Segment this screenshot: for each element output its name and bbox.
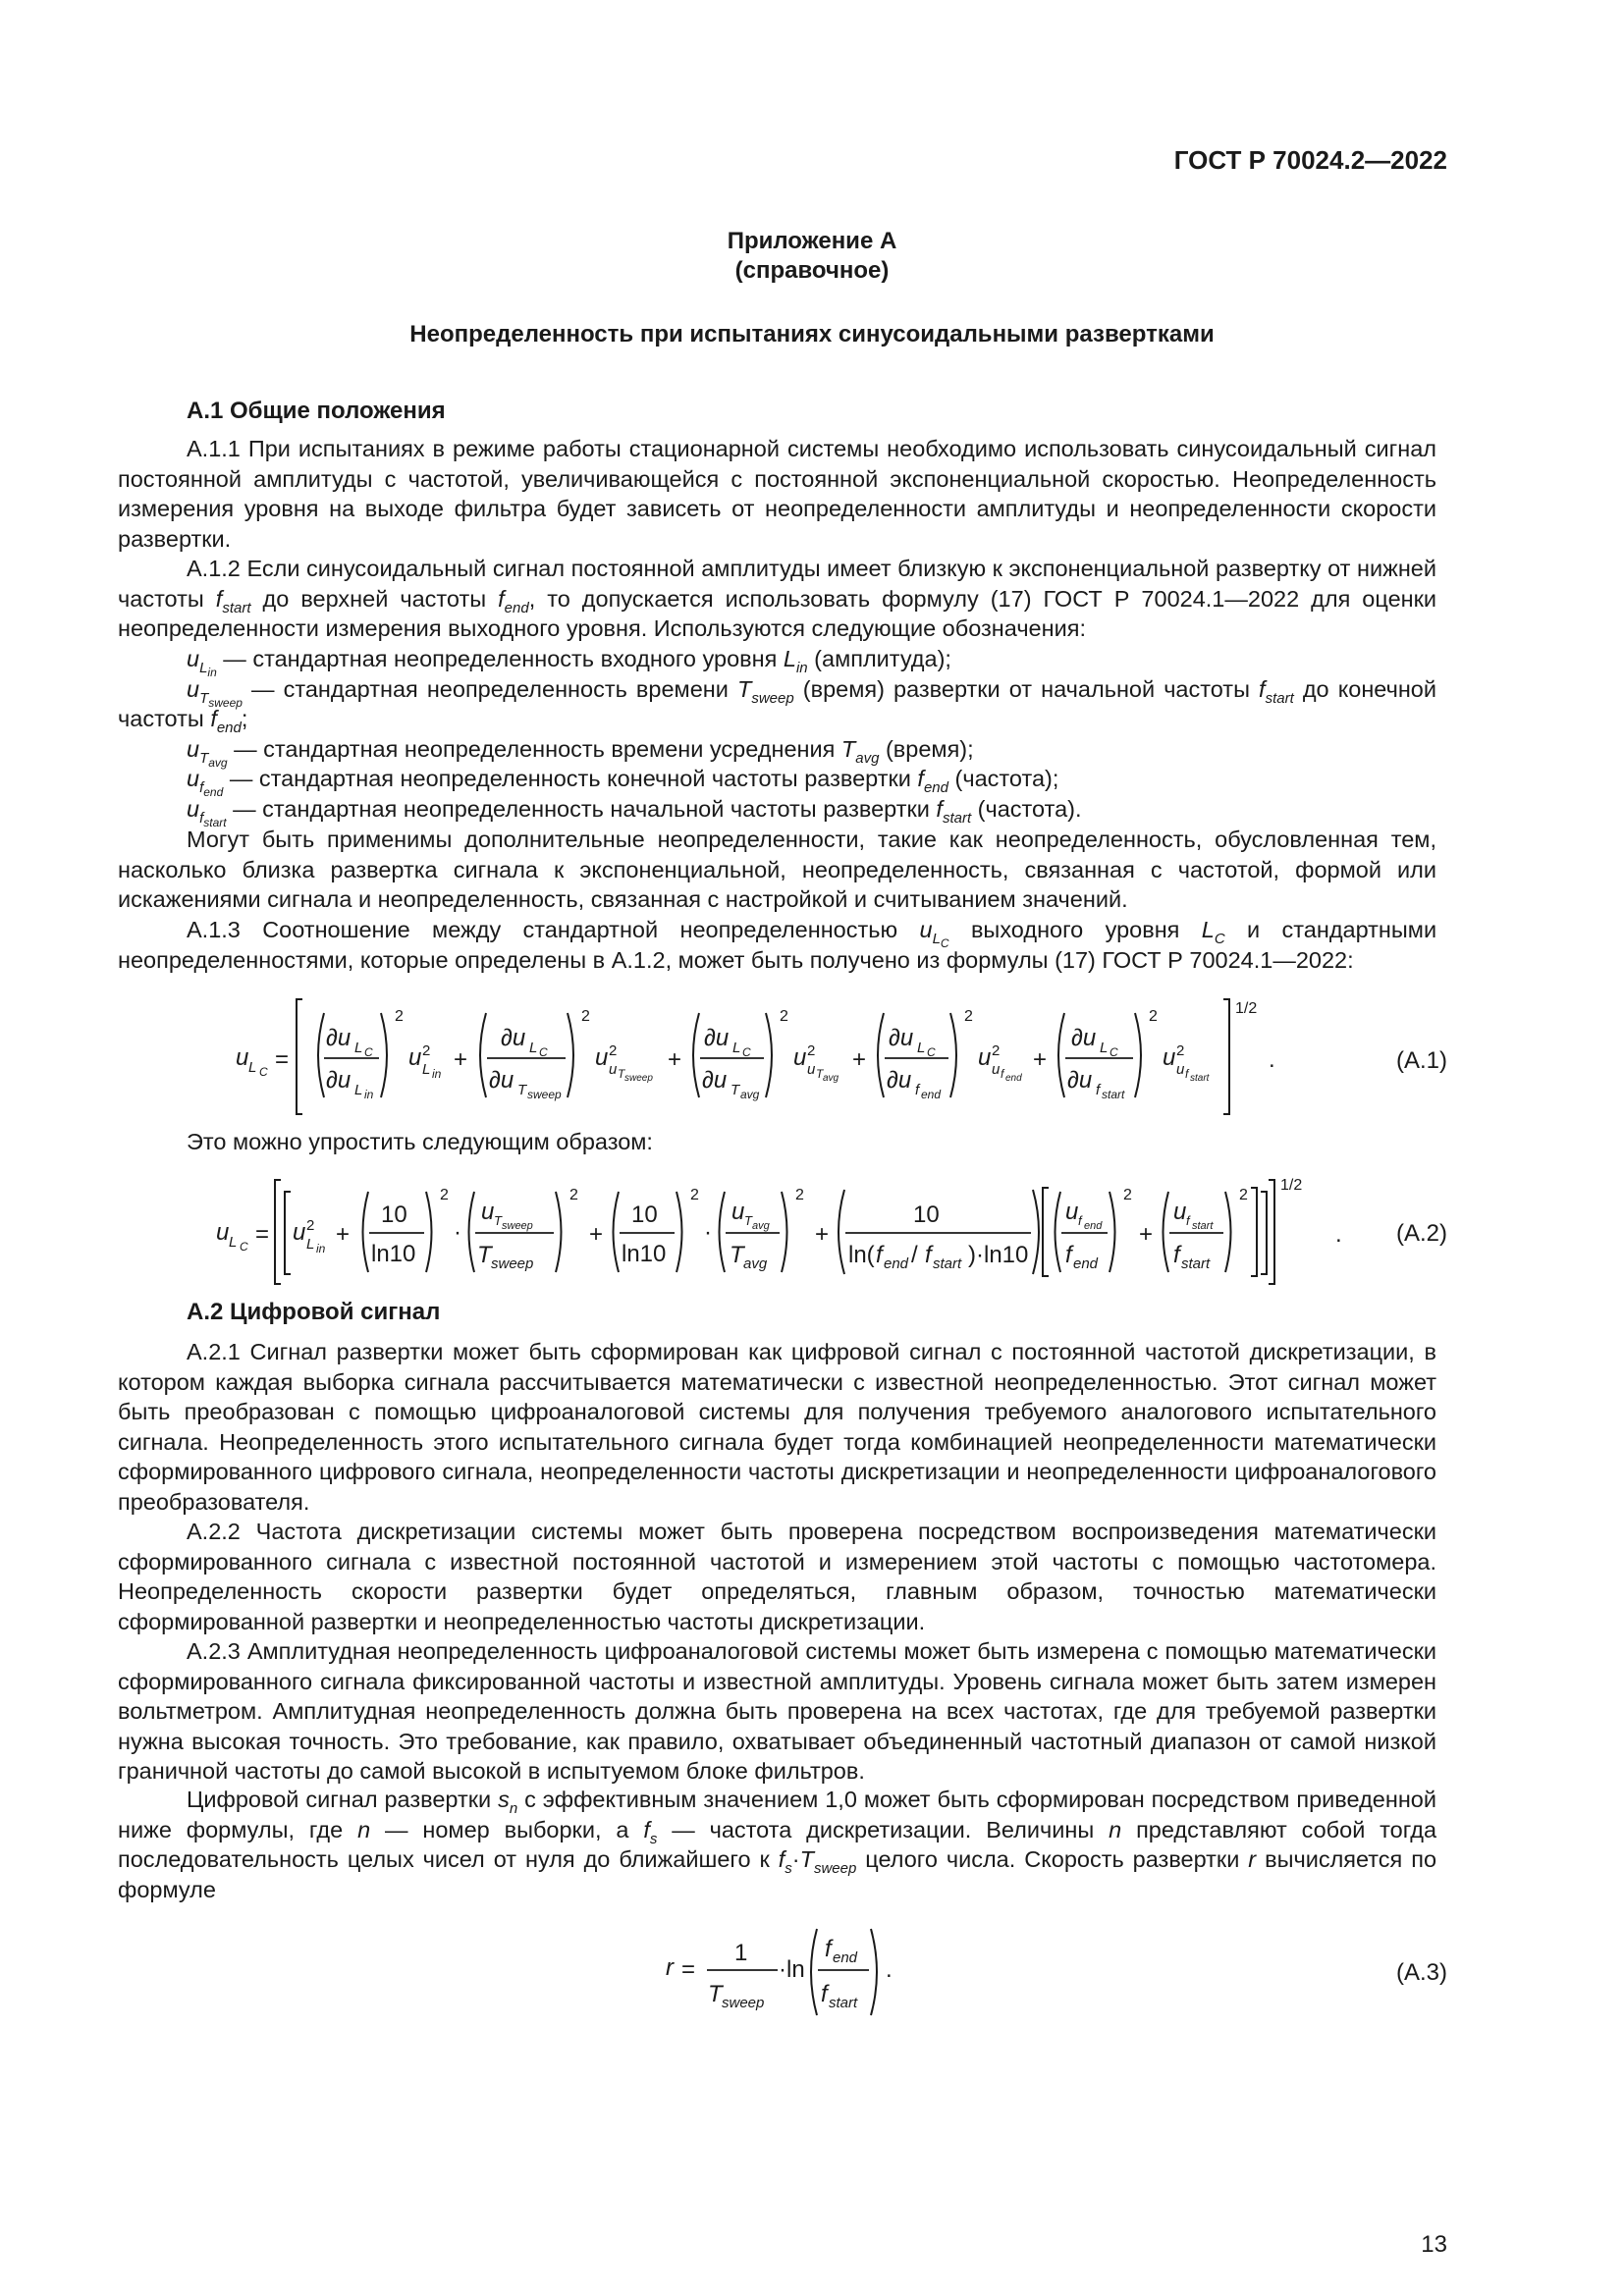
svg-text:2: 2: [422, 1042, 431, 1059]
svg-text:u: u: [408, 1044, 422, 1071]
svg-text:·ln: ·ln: [779, 1956, 805, 1983]
svg-text:sweep: sweep: [491, 1255, 534, 1272]
svg-text:end: end: [1005, 1073, 1022, 1084]
svg-text:1: 1: [734, 1940, 748, 1966]
svg-text:end: end: [1073, 1255, 1099, 1272]
svg-text:T: T: [816, 1067, 824, 1081]
svg-text:T: T: [744, 1213, 752, 1228]
svg-text:end: end: [884, 1255, 909, 1272]
svg-text:∂u: ∂u: [704, 1025, 730, 1051]
formula-a1: [177, 991, 1453, 1129]
formula-a3: [648, 1919, 943, 2027]
equation-label-a1: (А.1): [1395, 1047, 1447, 1074]
svg-text:u: u: [595, 1044, 609, 1071]
svg-text:+: +: [454, 1046, 468, 1073]
svg-text:C: C: [742, 1045, 751, 1059]
svg-text:T: T: [494, 1213, 502, 1228]
svg-text:2: 2: [1176, 1042, 1185, 1059]
svg-text:u: u: [1065, 1199, 1079, 1225]
legend-item-tavg: $u_{T_{avg}}$ — стандартная неопределенность времени усреднения $T_{avg}$ (время);: [187, 735, 974, 770]
legend-item-lin: $u_{L_{in}}$ — стандартная неопределенность входного уровня $L_{in}$ (амплитуда);: [187, 646, 951, 679]
svg-text:end: end: [921, 1088, 942, 1101]
svg-text:C: C: [364, 1045, 373, 1059]
svg-text:in: in: [316, 1242, 326, 1255]
svg-text:L: L: [732, 1040, 741, 1056]
legend-item-fend: $u_{f_{end}}$ — стандартная неопределенность конечной частоты развертки $f_{end}$ (частота);: [187, 766, 1059, 799]
svg-text:f: f: [821, 1981, 828, 2007]
equation-label-a2: (А.2): [1395, 1220, 1447, 1247]
svg-text:f: f: [825, 1936, 832, 1962]
svg-text:u: u: [481, 1199, 495, 1225]
svg-text:f: f: [1096, 1082, 1101, 1098]
svg-text:=: =: [275, 1046, 290, 1073]
svg-text:sweep: sweep: [527, 1088, 562, 1101]
svg-text:u: u: [793, 1044, 807, 1071]
svg-text:2: 2: [992, 1042, 1001, 1059]
svg-text:start: start: [933, 1255, 962, 1272]
svg-text:end: end: [833, 1949, 858, 1966]
svg-text:T: T: [730, 1242, 744, 1268]
svg-text:u: u: [293, 1219, 306, 1246]
svg-text:2: 2: [609, 1042, 618, 1059]
svg-text:2: 2: [780, 1008, 788, 1025]
svg-text:2: 2: [690, 1187, 699, 1203]
svg-text:u: u: [807, 1061, 816, 1078]
svg-text:+: +: [852, 1046, 867, 1073]
svg-text:in: in: [364, 1088, 374, 1101]
svg-text:+: +: [668, 1046, 682, 1073]
svg-text:sweep: sweep: [722, 1995, 765, 2011]
svg-text:start: start: [1181, 1255, 1211, 1272]
section-title-a1: А.1 Общие положения: [187, 398, 446, 424]
page-number: 13: [1421, 2231, 1447, 2258]
paragraph-a1-3: А.1.3 Соотношение между стандартной неопределенностью $u_{L_C}$ выходного уровня $L_C$ и стандартными неопределенностями, которые определены в А.1.2, может быть получено из формулы (17) ГОСТ Р 70024.1—2022:: [118, 917, 1437, 973]
svg-text:C: C: [927, 1045, 936, 1059]
svg-text:+: +: [336, 1221, 351, 1248]
svg-text:2: 2: [964, 1008, 973, 1025]
svg-text:f: f: [1185, 1067, 1189, 1081]
paragraph-a2-2: А.2.2 Частота дискретизации системы может быть проверена посредством воспроизведения математически сформированного сигнала с известной постоянной частотой и измерением этой частоты с помощью частотомера. Неопределенность скорости развертки будет определяться, главным образом, точностью математически сформированной развертки и неопределенностью частоты дискретизации.: [118, 1519, 1436, 1634]
svg-text:ln(: ln(: [848, 1242, 875, 1268]
svg-text:u: u: [1176, 1061, 1185, 1078]
svg-text:u: u: [731, 1199, 745, 1225]
legend-item-tsweep: $u_{T_{sweep}}$ — стандартная неопределенность времени $T_{sweep}$ (время) развертки от начальной частоты $f_{start}$ до конечной частоты $f_{end}$;: [118, 675, 1436, 736]
svg-text:10: 10: [913, 1201, 940, 1228]
svg-text:=: =: [681, 1956, 696, 1983]
svg-text:1/2: 1/2: [1235, 1000, 1258, 1017]
svg-text:2: 2: [581, 1008, 590, 1025]
svg-text:2: 2: [1123, 1187, 1132, 1203]
paragraph-a2-3: А.2.3 Амплитудная неопределенность цифроаналоговой системы может быть измерена с помощью математически сформированного сигнала фиксированной частоты и известной амплитуды. Уровень сигнала может быть затем измерен вольтметром. Амплитудная неопределенность должна быть проверена на всех частотах, где для требуемой развертки нужна высокая точность. Это требование, как правило, охватывает объединенный частотный диапазон от самой низкой граничной частоты до самой высокой в испытуемом блоке фильтров.: [118, 1638, 1436, 1784]
appendix-title: Приложение А: [727, 228, 897, 254]
svg-text:·: ·: [704, 1219, 712, 1246]
paragraph-a1-2: А.1.2 Если синусоидальный сигнал постоянной амплитуды имеет близкую к экспоненциальной развертку от нижней частоты $f_{start}$ до верхней частоты $f_{end}$, то допускается использовать формулу (17) ГОСТ Р 70024.1—2022 для оценки неопределенности измерения выходного уровня. Используются следующие обозначения:: [118, 556, 1437, 641]
symbol-legend: [118, 644, 1436, 829]
paragraph-a2-1: А.2.1 Сигнал развертки может быть сформирован как цифровой сигнал с постоянной частотой дискретизации, в котором каждая выборка сигнала рассчитывается математически с известной неопределенностью. Этот сигнал может быть преобразован с помощью цифроаналоговой системы для получения требуемого аналогового испытательного сигнала. Неопределенность этого испытательного сигнала будет тогда комбинацией неопределенности математически сформированного цифрового сигнала, неопределенности частоты дискретизации и неопределенности цифроаналогового преобразователя.: [118, 1339, 1436, 1515]
svg-text:L: L: [354, 1040, 363, 1056]
svg-text:L: L: [422, 1061, 431, 1078]
svg-text:u: u: [978, 1044, 992, 1071]
svg-text:ln10: ln10: [371, 1241, 416, 1267]
svg-text:∂u: ∂u: [326, 1067, 352, 1094]
svg-text:2: 2: [440, 1187, 449, 1203]
svg-text:∂u: ∂u: [889, 1025, 914, 1051]
appendix-heading: Неопределенность при испытаниях синусоидальными развертками: [409, 321, 1215, 347]
svg-text:u: u: [1173, 1199, 1187, 1225]
svg-text:T: T: [618, 1067, 625, 1081]
appendix-subtitle: (справочное): [734, 257, 890, 284]
svg-text:10: 10: [631, 1201, 658, 1228]
svg-text:sweep: sweep: [624, 1073, 653, 1084]
svg-text:f: f: [1173, 1242, 1180, 1268]
formula-a2: [177, 1168, 1453, 1296]
svg-text:+: +: [1139, 1221, 1154, 1248]
svg-text:f: f: [915, 1082, 920, 1098]
svg-text:start: start: [1192, 1220, 1214, 1232]
svg-text:end: end: [1084, 1220, 1103, 1232]
svg-text:=: =: [255, 1221, 270, 1248]
paragraph-a1-1: А.1.1 При испытаниях в режиме работы стационарной системы необходимо использовать синусоидальный сигнал постоянной амплитуды с частотой, увеличивающейся с постоянной экспоненциальной скоростью. Неопределенность измерения уровня на выходе фильтра будет зависеть от неопределенности амплитуды и неопределенности скорости развертки.: [118, 436, 1436, 552]
svg-text:L: L: [248, 1059, 257, 1076]
svg-text:f: f: [925, 1242, 932, 1268]
svg-text:start: start: [1190, 1073, 1210, 1084]
svg-text:L: L: [306, 1236, 315, 1253]
svg-text:∂u: ∂u: [326, 1025, 352, 1051]
svg-text:∂u: ∂u: [501, 1025, 526, 1051]
svg-text:C: C: [240, 1240, 248, 1254]
svg-text:.: .: [886, 1956, 893, 1983]
svg-text:u: u: [609, 1061, 618, 1078]
svg-text:avg: avg: [752, 1220, 770, 1232]
legend-item-fstart: $u_{f_{start}}$ — стандартная неопределенность начальной частоты развертки $f_{start}$ (частота).: [187, 795, 1082, 829]
svg-text:u: u: [1163, 1044, 1176, 1071]
svg-text:2: 2: [569, 1187, 578, 1203]
paragraph-digital-signal: Цифровой сигнал развертки $s_n$ с эффективным значением 1,0 может быть сформирован посредством приведенной ниже формулы, где n — номер выборки, а $f_s$ — частота дискретизации. Величины n представляют собой тогда последовательность целых чисел от нуля до ближайшего к $f_s\cdot T_{sweep}$ целого числа. Скорость развертки r вычисляется по формуле: [118, 1787, 1437, 1902]
svg-text:T: T: [477, 1242, 492, 1268]
svg-text:u: u: [216, 1219, 230, 1246]
svg-text:∂u: ∂u: [702, 1067, 728, 1094]
svg-text:.: .: [1269, 1046, 1275, 1073]
svg-text:avg: avg: [743, 1255, 768, 1272]
svg-text:L: L: [229, 1234, 238, 1251]
svg-text:T: T: [517, 1082, 527, 1098]
svg-text:)·ln10: )·ln10: [968, 1242, 1029, 1268]
svg-text:T: T: [708, 1981, 723, 2007]
svg-text:f: f: [1065, 1242, 1072, 1268]
svg-text:∂u: ∂u: [1067, 1067, 1093, 1094]
svg-text:L: L: [354, 1082, 363, 1098]
svg-text:avg: avg: [740, 1088, 760, 1101]
svg-text:·: ·: [454, 1219, 461, 1246]
svg-text:L: L: [1100, 1040, 1109, 1056]
svg-text:start: start: [829, 1995, 858, 2011]
simplify-text: Это можно упростить следующим образом:: [187, 1129, 653, 1154]
svg-text:2: 2: [306, 1217, 315, 1234]
svg-text:L: L: [917, 1040, 926, 1056]
svg-text:+: +: [1033, 1046, 1048, 1073]
svg-text:ln10: ln10: [622, 1241, 667, 1267]
svg-text:/: /: [911, 1242, 918, 1268]
svg-text:r: r: [666, 1954, 674, 1981]
document-number: ГОСТ Р 70024.2—2022: [1173, 145, 1447, 175]
svg-text:f: f: [876, 1242, 883, 1268]
paragraph-additional-uncertainties: Могут быть применимы дополнительные неопределенности, такие как неопределенность, обусловленная тем, насколько близка развертка сигнала к экспоненциальной, неопределенность, связанная с частотой, формой или искажениями сигнала и неопределенность, связанная с настройкой и считыванием значений.: [118, 827, 1436, 912]
svg-text:L: L: [529, 1040, 538, 1056]
svg-text:10: 10: [381, 1201, 407, 1228]
svg-text:+: +: [589, 1221, 604, 1248]
svg-text:sweep: sweep: [502, 1220, 533, 1232]
svg-text:∂u: ∂u: [489, 1067, 514, 1094]
svg-text:C: C: [539, 1045, 548, 1059]
svg-text:∂u: ∂u: [1071, 1025, 1097, 1051]
svg-text:.: .: [1335, 1221, 1342, 1248]
svg-text:f: f: [1078, 1213, 1082, 1228]
svg-text:u: u: [236, 1044, 249, 1071]
svg-text:2: 2: [1149, 1008, 1158, 1025]
svg-text:f: f: [1186, 1213, 1190, 1228]
svg-text:f: f: [1001, 1067, 1004, 1081]
section-title-a2: А.2 Цифровой сигнал: [187, 1299, 441, 1325]
svg-text:2: 2: [395, 1008, 404, 1025]
svg-text:start: start: [1102, 1088, 1125, 1101]
svg-text:2: 2: [807, 1042, 816, 1059]
svg-text:2: 2: [795, 1187, 804, 1203]
svg-text:avg: avg: [823, 1073, 839, 1084]
svg-text:in: in: [432, 1067, 442, 1081]
equation-label-a3: (А.3): [1395, 1959, 1447, 1986]
svg-text:T: T: [731, 1082, 740, 1098]
svg-text:C: C: [1110, 1045, 1118, 1059]
svg-text:C: C: [259, 1065, 268, 1079]
svg-text:u: u: [992, 1061, 1001, 1078]
svg-text:+: +: [815, 1221, 830, 1248]
svg-text:1/2: 1/2: [1280, 1177, 1303, 1194]
svg-text:∂u: ∂u: [887, 1067, 912, 1094]
svg-text:2: 2: [1239, 1187, 1248, 1203]
